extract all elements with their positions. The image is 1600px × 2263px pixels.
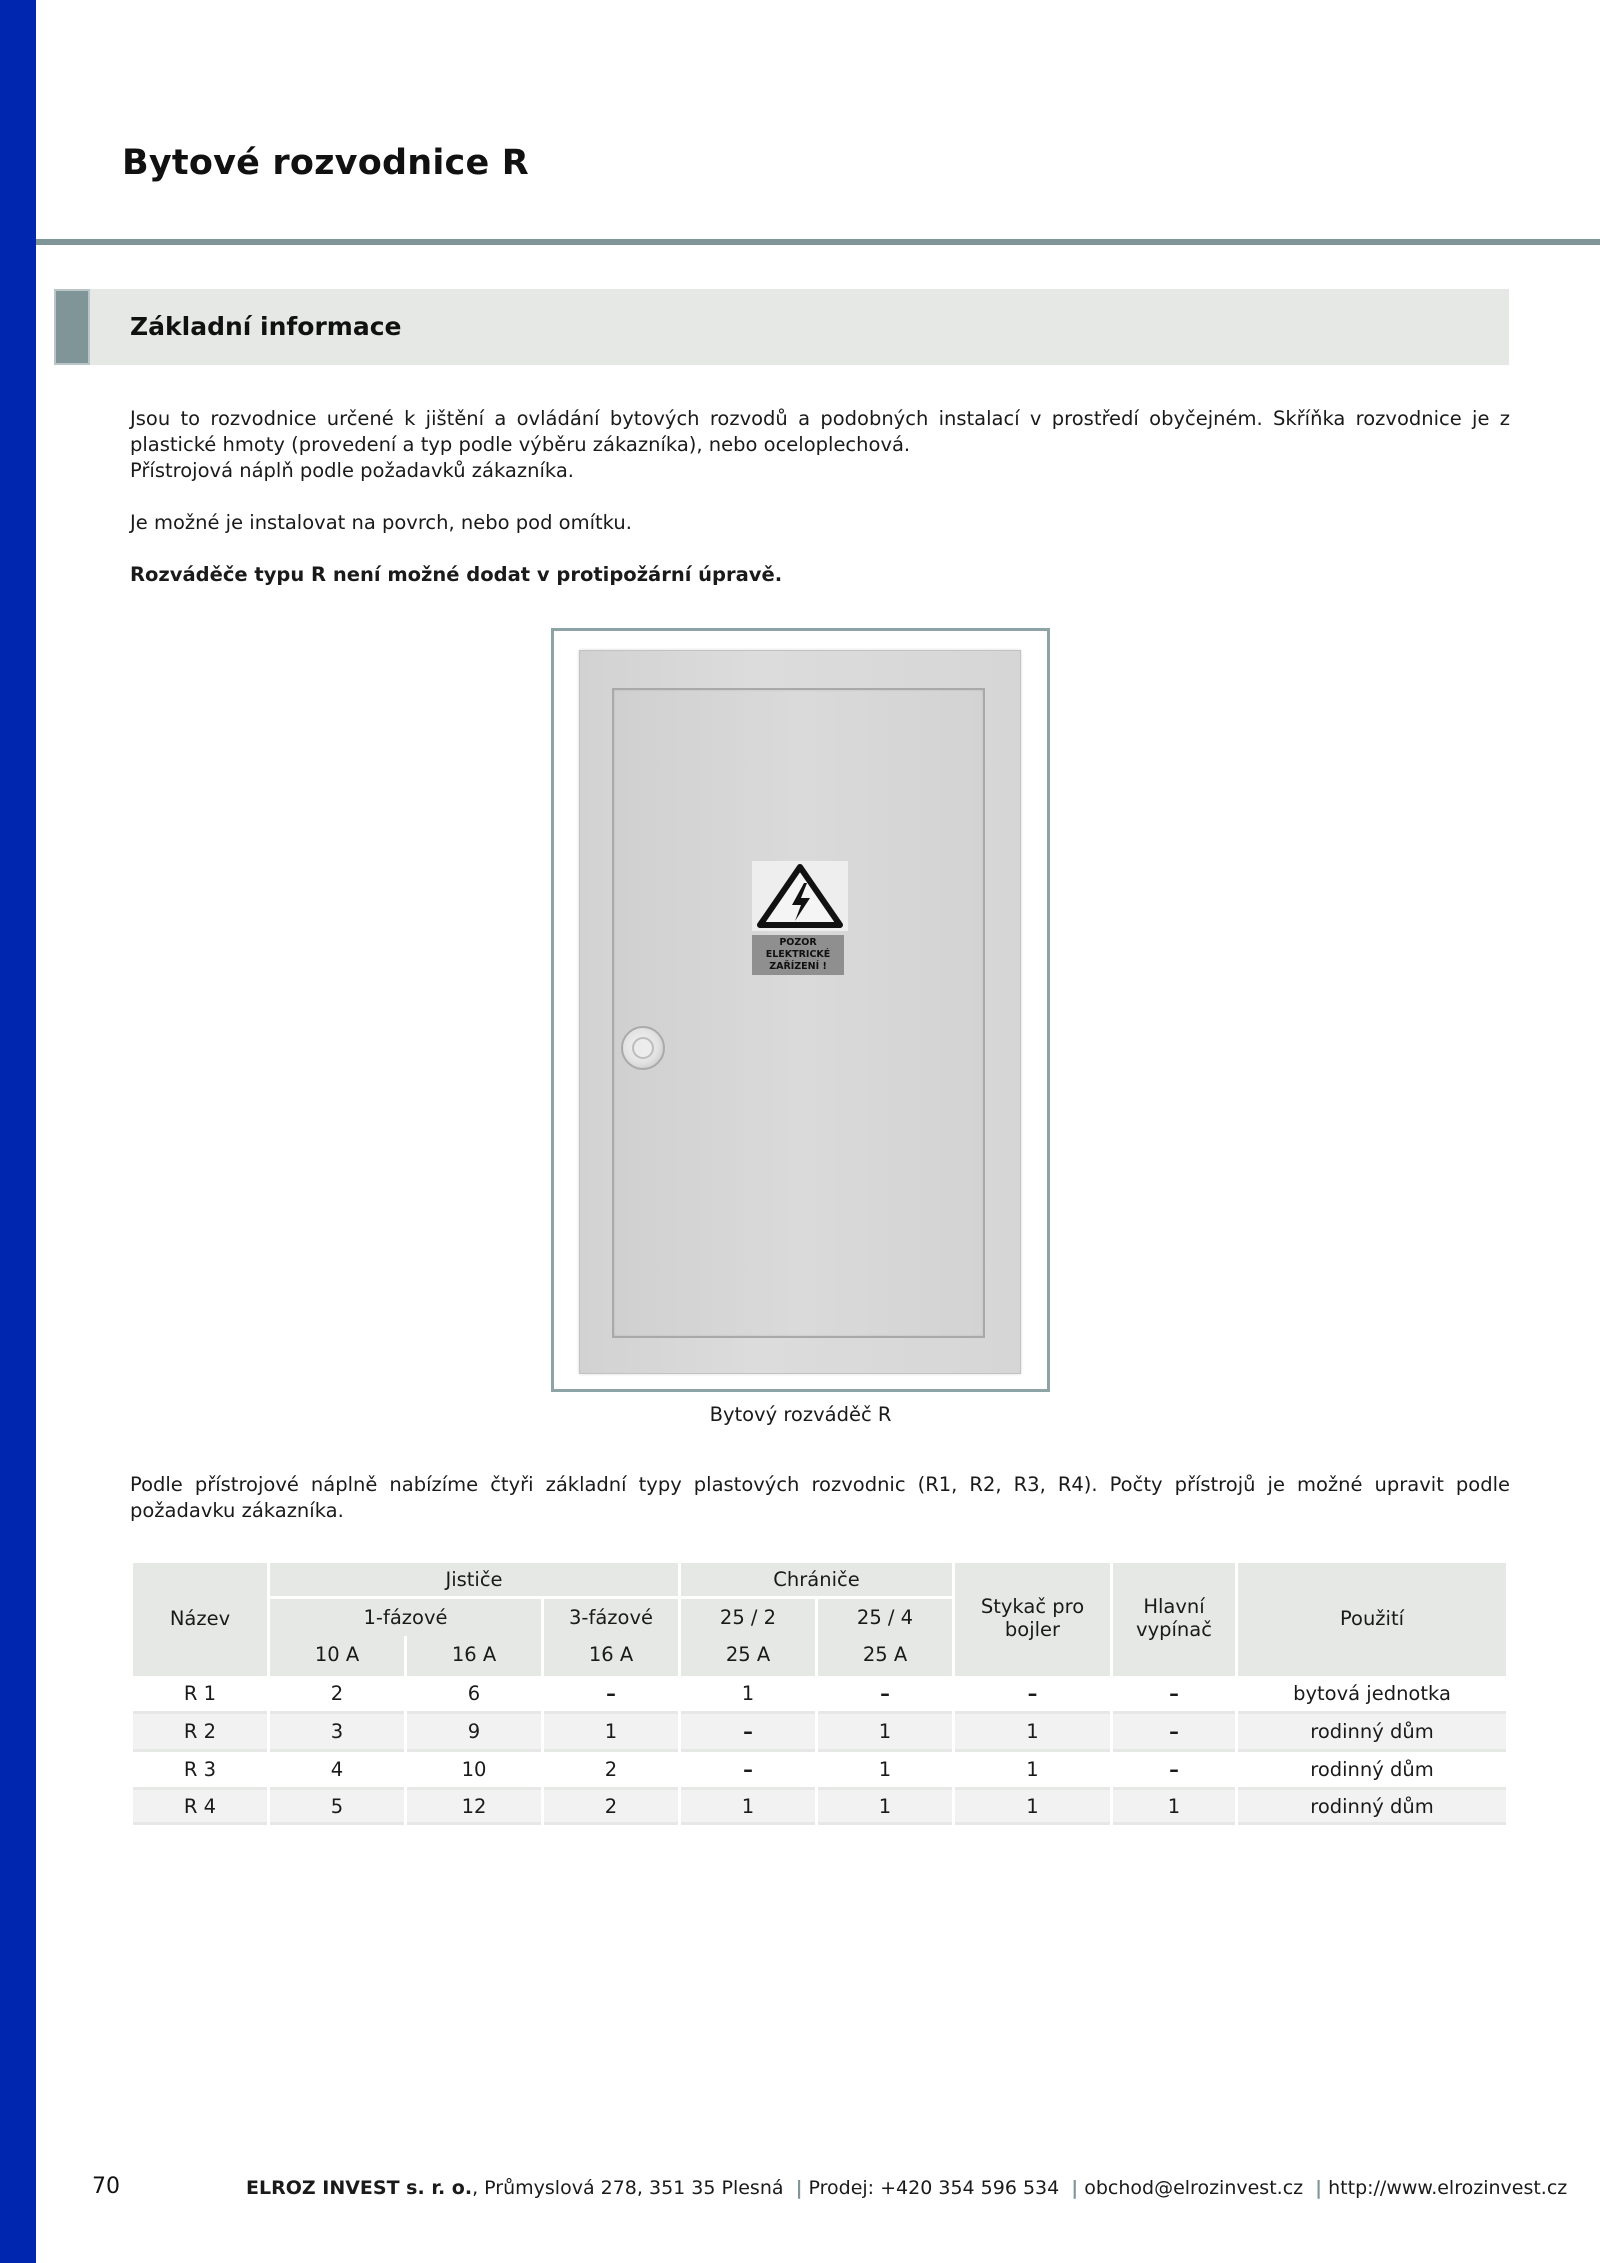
footer-separator: | xyxy=(1315,2177,1323,2199)
footer-address: , Průmyslová 278, 351 35 Plesná xyxy=(472,2177,784,2199)
section-marker xyxy=(54,289,90,365)
high-voltage-warning-icon xyxy=(752,861,848,931)
table-cell: 10 xyxy=(407,1749,541,1787)
table-cell: 1 xyxy=(544,1711,678,1749)
warning-label-line: POZOR xyxy=(779,937,817,948)
table-cell: rodinný dům xyxy=(1238,1787,1506,1825)
header-rating: 25 A xyxy=(681,1636,815,1673)
table-cell: 1 xyxy=(818,1711,952,1749)
table-cell: – xyxy=(1113,1673,1235,1711)
table-cell: R 3 xyxy=(133,1749,267,1787)
warning-label xyxy=(752,935,844,975)
header-chranice: Chrániče xyxy=(681,1563,952,1599)
header-chranic-25-4: 25 / 4 xyxy=(818,1599,952,1636)
footer-website-link[interactable]: http://www.elrozinvest.cz xyxy=(1328,2177,1568,2199)
header-chranic-25-2: 25 / 2 xyxy=(681,1599,815,1636)
footer-sales-phone[interactable]: Prodej: +420 354 596 534 xyxy=(808,2177,1060,2199)
table-cell: – xyxy=(1113,1711,1235,1749)
table-cell: rodinný dům xyxy=(1238,1749,1506,1787)
header-3-fazove: 3-fázové xyxy=(544,1599,678,1636)
header-rating: 16 A xyxy=(407,1636,541,1673)
table-cell: 1 xyxy=(818,1749,952,1787)
table-cell: R 4 xyxy=(133,1787,267,1825)
header-1-fazove: 1-fázové xyxy=(270,1599,541,1636)
door-lock-icon xyxy=(621,1026,665,1070)
table-cell: 6 xyxy=(407,1673,541,1711)
table-cell: R 1 xyxy=(133,1673,267,1711)
table-cell: 2 xyxy=(270,1673,404,1711)
page-number: 70 xyxy=(92,2174,120,2199)
header-rating: 10 A xyxy=(270,1636,404,1673)
table-cell: 3 xyxy=(270,1711,404,1749)
table-cell: – xyxy=(1113,1749,1235,1787)
fire-protection-note: Rozváděče typu R není možné dodat v protipožární úpravě. xyxy=(130,563,783,586)
footer-contact xyxy=(246,2177,1568,2199)
table-cell: 5 xyxy=(270,1787,404,1825)
table-row xyxy=(133,1749,1506,1787)
table-cell: 9 xyxy=(407,1711,541,1749)
distribution-board-table xyxy=(130,1563,1509,1825)
table-cell: 4 xyxy=(270,1749,404,1787)
table-cell: 1 xyxy=(955,1787,1110,1825)
left-accent-stripe xyxy=(0,0,36,2263)
header-vypinac: Hlavní vypínač xyxy=(1113,1563,1235,1673)
table-cell: – xyxy=(681,1711,815,1749)
product-photo xyxy=(551,628,1050,1392)
table-cell: bytová jednotka xyxy=(1238,1673,1506,1711)
intro-paragraph-fill: Přístrojová náplň podle požadavků zákazníka. xyxy=(130,459,574,482)
table-cell: 1 xyxy=(818,1787,952,1825)
table-cell: 1 xyxy=(681,1787,815,1825)
header-rating: 16 A xyxy=(544,1636,678,1673)
photo-caption: Bytový rozváděč R xyxy=(709,1403,892,1426)
table-cell: 1 xyxy=(955,1749,1110,1787)
table-cell: 1 xyxy=(681,1673,815,1711)
table-cell: 2 xyxy=(544,1749,678,1787)
intro-paragraph-install: Je možné je instalovat na povrch, nebo pod omítku. xyxy=(130,511,632,534)
footer-company: ELROZ INVEST s. r. o. xyxy=(246,2177,473,2199)
footer-separator: | xyxy=(1071,2177,1079,2199)
table-row xyxy=(133,1673,1506,1711)
footer-separator: | xyxy=(795,2177,803,2199)
cabinet-door xyxy=(612,688,985,1338)
title-divider xyxy=(36,239,1600,245)
table-cell: 12 xyxy=(407,1787,541,1825)
cabinet-frame xyxy=(579,650,1021,1374)
table-cell: 2 xyxy=(544,1787,678,1825)
header-jistice: Jističe xyxy=(270,1563,678,1599)
table-cell: 1 xyxy=(955,1711,1110,1749)
table-cell: – xyxy=(681,1749,815,1787)
header-stykac: Stykač pro bojler xyxy=(955,1563,1110,1673)
warning-label-line: ZAŘÍZENÍ ! xyxy=(769,961,827,972)
header-rating: 25 A xyxy=(818,1636,952,1673)
table-cell: rodinný dům xyxy=(1238,1711,1506,1749)
header-pouziti: Použití xyxy=(1238,1563,1506,1673)
warning-label-line: ELEKTRICKÉ xyxy=(765,949,831,960)
offer-paragraph: Podle přístrojové náplně nabízíme čtyři základní typy plastových rozvodnic (R1, R2, R3, R4). Počty přístrojů je možné upravit podle požadavku zákazníka. xyxy=(130,1473,1510,1522)
table-cell: – xyxy=(955,1673,1110,1711)
table-cell: – xyxy=(544,1673,678,1711)
section-title: Základní informace xyxy=(130,312,402,341)
table-row xyxy=(133,1787,1506,1825)
table-row xyxy=(133,1711,1506,1749)
header-name: Název xyxy=(133,1563,267,1673)
table-cell: R 2 xyxy=(133,1711,267,1749)
intro-paragraph: Jsou to rozvodnice určené k jištění a ovládání bytových rozvodů a podobných instalací v prostředí obyčejném. Skříňka rozvodnice je z plastické hmoty (provedení a typ podle výběru zákazníka), nebo oceloplechová. xyxy=(130,407,1510,456)
table-cell: – xyxy=(818,1673,952,1711)
table-cell: 1 xyxy=(1113,1787,1235,1825)
footer-email-link[interactable]: obchod@elrozinvest.cz xyxy=(1084,2177,1304,2199)
page-title: Bytové rozvodnice R xyxy=(122,143,529,183)
section-header xyxy=(54,289,1509,365)
